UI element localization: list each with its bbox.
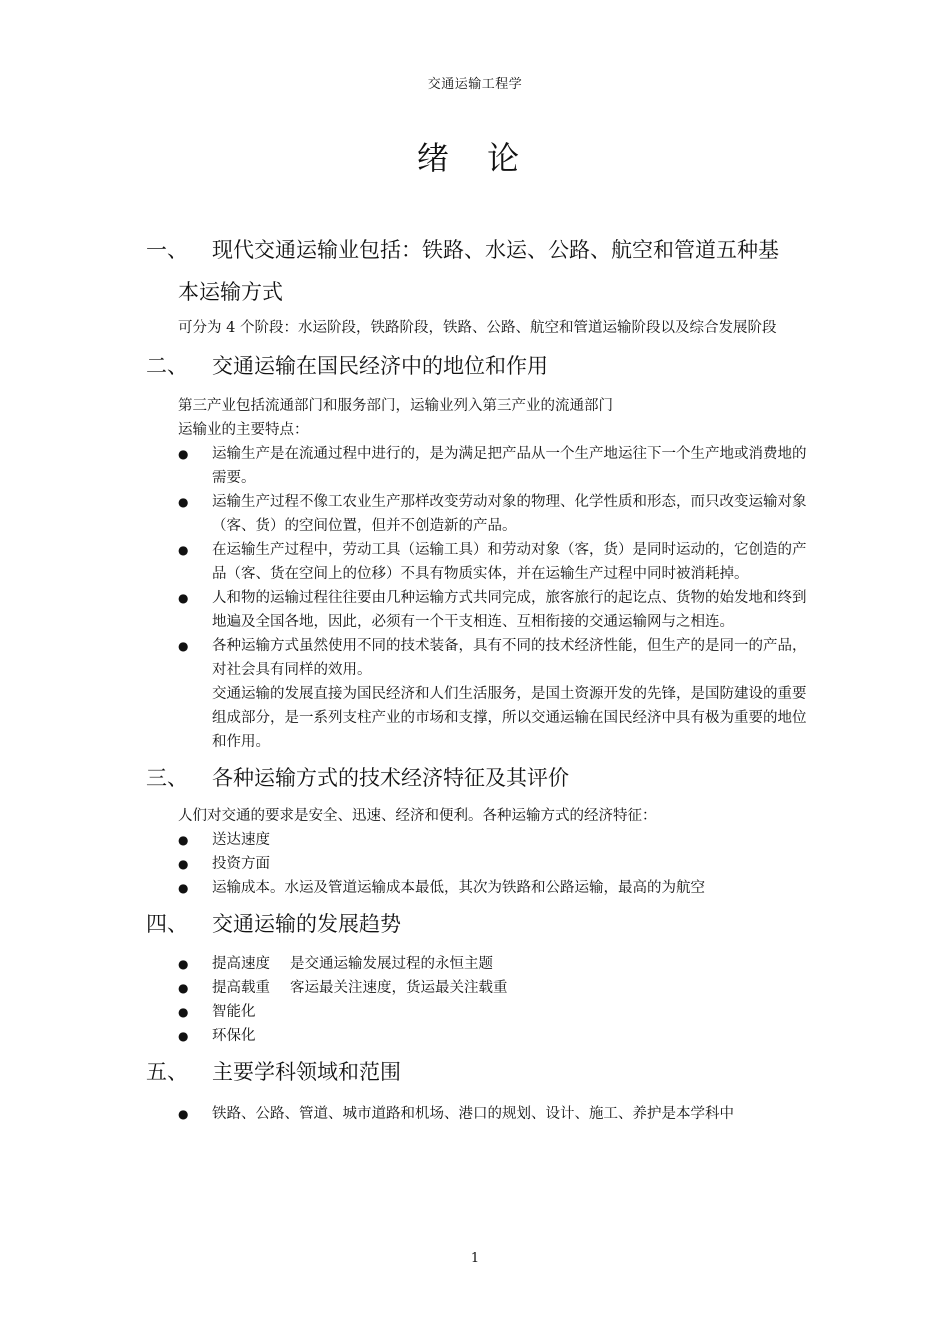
list-item: ● 送达速度 <box>146 828 810 852</box>
document-body <box>146 232 810 1126</box>
bullet-icon <box>146 538 212 586</box>
section-heading-text: 交通运输的发展趋势 <box>212 912 401 936</box>
section-3 <box>146 760 810 900</box>
list-item: ● 提高载重 客运最关注速度，货运最关注载重 <box>146 976 810 1000</box>
section-heading-text-2: 本运输方式 <box>178 280 283 304</box>
section-heading-text: 交通运输在国民经济中的地位和作用 <box>212 354 548 378</box>
list-item: ● 智能化 <box>146 1000 810 1024</box>
paragraph: 交通运输的发展直接为国民经济和人们生活服务，是国土资源开发的先锋，是国防建设的重要组成部分，是一系列支柱产业的市场和支撑，所以交通运输在国民经济中具有极为重要的地位和作用。 <box>212 686 807 750</box>
paragraph: 运输业的主要特点： <box>178 422 309 438</box>
paragraph: 人们对交通的要求是安全、迅速、经济和便利。各种运输方式的经济特征： <box>178 808 657 824</box>
section-heading-text: 主要学科领域和范围 <box>212 1060 401 1084</box>
section-heading <box>146 232 810 268</box>
list-item: ● 运输生产是在流通过程中进行的，是为满足把产品从一个生产地运往下一个生产地或消费地的需要。 <box>146 442 810 490</box>
section-number: 三、 <box>146 766 188 790</box>
section-number: 一、 <box>146 238 188 262</box>
bullet-icon <box>146 1024 212 1048</box>
section-5 <box>146 1054 810 1126</box>
bullet-icon <box>146 952 212 976</box>
section-number: 四、 <box>146 912 188 936</box>
bullet-icon <box>146 586 212 634</box>
page-title: 绪 论 <box>416 139 534 177</box>
list-item: ● 铁路、公路、管道、城市道路和机场、港口的规划、设计、施工、养护是本学科中 <box>146 1102 810 1126</box>
section-4 <box>146 906 810 1048</box>
paragraph: 第三产业包括流通部门和服务部门，运输业列入第三产业的流通部门 <box>178 398 613 414</box>
list-item: ● 提高速度 是交通运输发展过程的永恒主题 <box>146 952 810 976</box>
bullet-icon <box>146 876 212 900</box>
list-item: ● 环保化 <box>146 1024 810 1048</box>
bullet-list <box>146 1102 810 1126</box>
bullet-icon <box>146 1000 212 1024</box>
list-item: ● 投资方面 <box>146 852 810 876</box>
section-heading <box>146 906 810 942</box>
bullet-icon <box>146 976 212 1000</box>
bullet-list <box>146 828 810 900</box>
section-heading <box>146 1054 810 1090</box>
page-number: 1 <box>470 1251 480 1266</box>
section-number: 五、 <box>146 1060 188 1084</box>
bullet-list <box>146 442 810 682</box>
bullet-list <box>146 952 810 1048</box>
section-1 <box>146 232 810 340</box>
bullet-icon <box>146 828 212 852</box>
bullet-icon <box>146 852 212 876</box>
bullet-icon <box>146 634 212 682</box>
bullet-icon <box>146 442 212 490</box>
list-item: ● 运输生产过程不像工农业生产那样改变劳动对象的物理、化学性质和形态，而只改变运输对象（客、货）的空间位置，但并不创造新的产品。 <box>146 490 810 538</box>
section-heading <box>146 760 810 796</box>
running-header: 交通运输工程学 <box>427 77 523 92</box>
section-heading-text: 各种运输方式的技术经济特征及其评价 <box>212 766 569 790</box>
section-2 <box>146 348 810 754</box>
section-heading <box>146 348 810 384</box>
bullet-icon <box>146 1102 212 1126</box>
list-item: ● 运输成本。水运及管道运输成本最低，其次为铁路和公路运输，最高的为航空 <box>146 876 810 900</box>
section-number: 二、 <box>146 354 188 378</box>
paragraph: 可分为 4 个阶段：水运阶段，铁路阶段，铁路、公路、航空和管道运输阶段以及综合发展阶段 <box>178 320 777 336</box>
section-heading-continued <box>146 274 810 310</box>
list-item: ● 各种运输方式虽然使用不同的技术装备，具有不同的技术经济性能，但生产的是同一的产品，对社会具有同样的效用。 <box>146 634 810 682</box>
list-item: ● 人和物的运输过程往往要由几种运输方式共同完成，旅客旅行的起讫点、货物的始发地和终到地遍及全国各地，因此，必须有一个干支相连、互相衔接的交通运输网与之相连。 <box>146 586 810 634</box>
bullet-icon <box>146 490 212 538</box>
section-heading-text: 现代交通运输业包括：铁路、水运、公路、航空和管道五种基 <box>212 238 779 262</box>
list-item: ● 在运输生产过程中，劳动工具（运输工具）和劳动对象（客，货）是同时运动的，它创造的产品（客、货在空间上的位移）不具有物质实体，并在运输生产过程中同时被消耗掉。 <box>146 538 810 586</box>
